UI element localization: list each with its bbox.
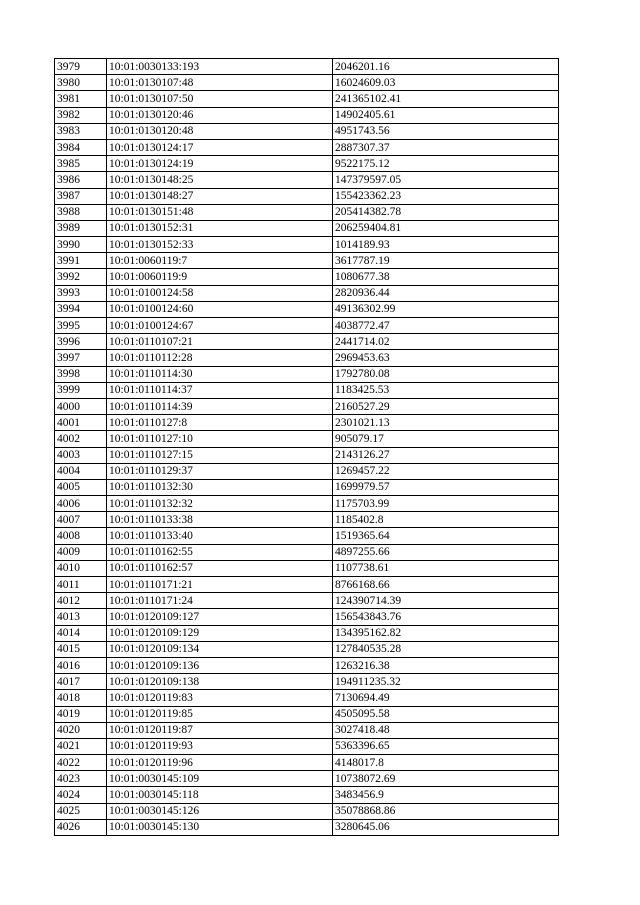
cadastral-number-cell: 10:01:0100124:58 [107,285,333,301]
value-cell: 2887307.37 [333,139,559,155]
cadastral-number-cell: 10:01:0110171:24 [107,593,333,609]
table-body [55,59,559,836]
value-cell: 1080677.38 [333,269,559,285]
cadastral-number-cell: 10:01:0030145:130 [107,819,333,835]
row-number-cell: 3994 [55,301,107,317]
row-number-cell: 3985 [55,156,107,172]
table-row [55,787,559,803]
row-number-cell: 4010 [55,560,107,576]
row-number-cell: 4022 [55,755,107,771]
row-number-cell: 4023 [55,771,107,787]
value-cell: 155423362.23 [333,188,559,204]
table-row [55,91,559,107]
table-row [55,463,559,479]
table-row [55,172,559,188]
value-cell: 4505095.58 [333,706,559,722]
row-number-cell: 3991 [55,253,107,269]
value-cell: 10738072.69 [333,771,559,787]
row-number-cell: 4008 [55,528,107,544]
value-cell: 2160527.29 [333,398,559,414]
cadastral-number-cell: 10:01:0130151:48 [107,204,333,220]
row-number-cell: 4006 [55,496,107,512]
row-number-cell: 3988 [55,204,107,220]
row-number-cell: 3982 [55,107,107,123]
table-row [55,738,559,754]
row-number-cell: 4011 [55,577,107,593]
table-row [55,706,559,722]
value-cell: 206259404.81 [333,220,559,236]
value-cell: 134395162.82 [333,625,559,641]
cadastral-number-cell: 10:01:0130120:46 [107,107,333,123]
cadastral-number-cell: 10:01:0030145:118 [107,787,333,803]
table-row [55,544,559,560]
value-cell: 1269457.22 [333,463,559,479]
table-row [55,496,559,512]
value-cell: 3280645.06 [333,819,559,835]
value-cell: 1175703.99 [333,496,559,512]
row-number-cell: 4015 [55,641,107,657]
table-row [55,107,559,123]
value-cell: 1263216.38 [333,657,559,673]
cadastral-number-cell: 10:01:0110133:38 [107,512,333,528]
cadastral-number-cell: 10:01:0130124:19 [107,156,333,172]
row-number-cell: 4025 [55,803,107,819]
cadastral-number-cell: 10:01:0110129:37 [107,463,333,479]
table-row [55,285,559,301]
data-table [54,58,559,836]
table-row [55,593,559,609]
table-row [55,237,559,253]
value-cell: 2046201.16 [333,59,559,75]
row-number-cell: 4016 [55,657,107,673]
row-number-cell: 3990 [55,237,107,253]
value-cell: 194911235.32 [333,674,559,690]
cadastral-number-cell: 10:01:0120119:85 [107,706,333,722]
table-row [55,771,559,787]
cadastral-number-cell: 10:01:0110133:40 [107,528,333,544]
cadastral-number-cell: 10:01:0110114:39 [107,398,333,414]
table-row [55,318,559,334]
value-cell: 2969453.63 [333,350,559,366]
table-row [55,366,559,382]
cadastral-number-cell: 10:01:0100124:60 [107,301,333,317]
row-number-cell: 4003 [55,447,107,463]
cadastral-number-cell: 10:01:0110127:8 [107,415,333,431]
value-cell: 4951743.56 [333,123,559,139]
value-cell: 2441714.02 [333,334,559,350]
table-row [55,188,559,204]
cadastral-number-cell: 10:01:0030145:126 [107,803,333,819]
value-cell: 3027418.48 [333,722,559,738]
value-cell: 7130694.49 [333,690,559,706]
row-number-cell: 4004 [55,463,107,479]
value-cell: 1792780.08 [333,366,559,382]
table-row [55,674,559,690]
value-cell: 147379597.05 [333,172,559,188]
row-number-cell: 3993 [55,285,107,301]
cadastral-number-cell: 10:01:0120109:129 [107,625,333,641]
table-row [55,657,559,673]
table-row [55,690,559,706]
row-number-cell: 3996 [55,334,107,350]
row-number-cell: 4019 [55,706,107,722]
value-cell: 1014189.93 [333,237,559,253]
row-number-cell: 4005 [55,479,107,495]
value-cell: 3483456.9 [333,787,559,803]
cadastral-number-cell: 10:01:0110114:30 [107,366,333,382]
value-cell: 2143126.27 [333,447,559,463]
value-cell: 905079.17 [333,431,559,447]
value-cell: 4897255.66 [333,544,559,560]
row-number-cell: 4018 [55,690,107,706]
value-cell: 4148017.8 [333,755,559,771]
row-number-cell: 3983 [55,123,107,139]
table-row [55,819,559,835]
cadastral-number-cell: 10:01:0110132:30 [107,479,333,495]
row-number-cell: 4024 [55,787,107,803]
cadastral-number-cell: 10:01:0110107:21 [107,334,333,350]
row-number-cell: 3986 [55,172,107,188]
cadastral-number-cell: 10:01:0130120:48 [107,123,333,139]
table-row [55,625,559,641]
table-row [55,301,559,317]
value-cell: 1183425.53 [333,382,559,398]
table-row [55,75,559,91]
value-cell: 1519365.64 [333,528,559,544]
value-cell: 124390714.39 [333,593,559,609]
table-row [55,512,559,528]
table-row [55,204,559,220]
cadastral-number-cell: 10:01:0120109:134 [107,641,333,657]
table-row [55,220,559,236]
value-cell: 156543843.76 [333,609,559,625]
table-row [55,123,559,139]
table-row [55,479,559,495]
cadastral-number-cell: 10:01:0110162:57 [107,560,333,576]
table-row [55,139,559,155]
row-number-cell: 4009 [55,544,107,560]
cadastral-number-cell: 10:01:0130107:48 [107,75,333,91]
row-number-cell: 4007 [55,512,107,528]
table-row [55,156,559,172]
value-cell: 241365102.41 [333,91,559,107]
table-row [55,528,559,544]
cadastral-number-cell: 10:01:0130152:33 [107,237,333,253]
table-row [55,560,559,576]
cadastral-number-cell: 10:01:0130148:25 [107,172,333,188]
cadastral-number-cell: 10:01:0100124:67 [107,318,333,334]
row-number-cell: 4013 [55,609,107,625]
value-cell: 1185402.8 [333,512,559,528]
table-row [55,398,559,414]
cadastral-number-cell: 10:01:0130148:27 [107,188,333,204]
row-number-cell: 4002 [55,431,107,447]
cadastral-number-cell: 10:01:0030133:193 [107,59,333,75]
table-row [55,431,559,447]
row-number-cell: 3999 [55,382,107,398]
value-cell: 1699979.57 [333,479,559,495]
table-row [55,447,559,463]
value-cell: 1107738.61 [333,560,559,576]
value-cell: 4038772.47 [333,318,559,334]
cadastral-number-cell: 10:01:0130107:50 [107,91,333,107]
table-row [55,722,559,738]
table-row [55,755,559,771]
cadastral-number-cell: 10:01:0120119:83 [107,690,333,706]
value-cell: 8766168.66 [333,577,559,593]
cadastral-number-cell: 10:01:0120109:138 [107,674,333,690]
value-cell: 16024609.03 [333,75,559,91]
cadastral-number-cell: 10:01:0110112:28 [107,350,333,366]
cadastral-number-cell: 10:01:0120119:87 [107,722,333,738]
cadastral-number-cell: 10:01:0110162:55 [107,544,333,560]
value-cell: 35078868.86 [333,803,559,819]
cadastral-number-cell: 10:01:0060119:7 [107,253,333,269]
value-cell: 5363396.65 [333,738,559,754]
row-number-cell: 3992 [55,269,107,285]
table-row [55,415,559,431]
cadastral-number-cell: 10:01:0120119:96 [107,755,333,771]
cadastral-number-cell: 10:01:0030145:109 [107,771,333,787]
cadastral-number-cell: 10:01:0130124:17 [107,139,333,155]
table-row [55,253,559,269]
row-number-cell: 4026 [55,819,107,835]
cadastral-number-cell: 10:01:0110171:21 [107,577,333,593]
row-number-cell: 3980 [55,75,107,91]
row-number-cell: 4017 [55,674,107,690]
value-cell: 3617787.19 [333,253,559,269]
value-cell: 49136302.99 [333,301,559,317]
row-number-cell: 4020 [55,722,107,738]
value-cell: 2820936.44 [333,285,559,301]
cadastral-number-cell: 10:01:0110127:10 [107,431,333,447]
table-row [55,803,559,819]
cadastral-number-cell: 10:01:0120109:127 [107,609,333,625]
value-cell: 127840535.28 [333,641,559,657]
cadastral-number-cell: 10:01:0110114:37 [107,382,333,398]
value-cell: 205414382.78 [333,204,559,220]
cadastral-number-cell: 10:01:0120119:93 [107,738,333,754]
row-number-cell: 3981 [55,91,107,107]
cadastral-number-cell: 10:01:0120109:136 [107,657,333,673]
table-row [55,641,559,657]
value-cell: 2301021.13 [333,415,559,431]
table-row [55,334,559,350]
cadastral-number-cell: 10:01:0110132:32 [107,496,333,512]
row-number-cell: 3989 [55,220,107,236]
cadastral-number-cell: 10:01:0130152:31 [107,220,333,236]
table-row [55,269,559,285]
row-number-cell: 3998 [55,366,107,382]
row-number-cell: 4000 [55,398,107,414]
row-number-cell: 3995 [55,318,107,334]
value-cell: 9522175.12 [333,156,559,172]
row-number-cell: 3987 [55,188,107,204]
value-cell: 14902405.61 [333,107,559,123]
table-row [55,577,559,593]
row-number-cell: 4014 [55,625,107,641]
row-number-cell: 4021 [55,738,107,754]
row-number-cell: 4001 [55,415,107,431]
row-number-cell: 3997 [55,350,107,366]
cadastral-number-cell: 10:01:0110127:15 [107,447,333,463]
row-number-cell: 3979 [55,59,107,75]
row-number-cell: 4012 [55,593,107,609]
table-row [55,350,559,366]
row-number-cell: 3984 [55,139,107,155]
table-row [55,382,559,398]
table-row [55,609,559,625]
cadastral-number-cell: 10:01:0060119:9 [107,269,333,285]
table-row [55,59,559,75]
